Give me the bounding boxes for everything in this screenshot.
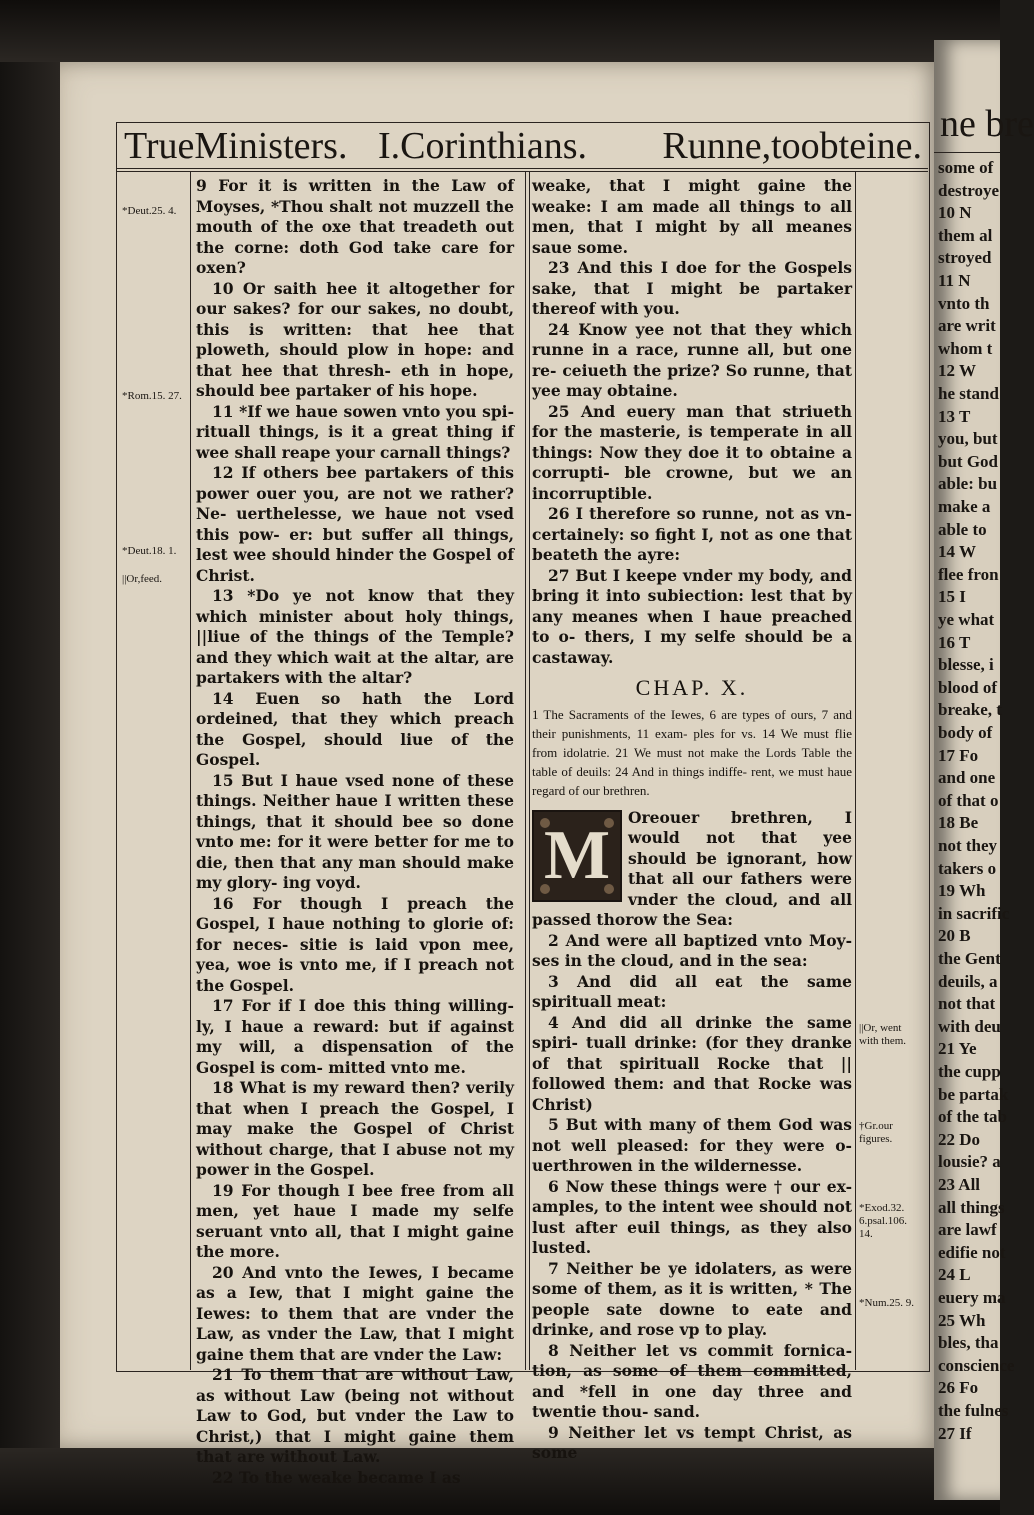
verse: 6 Now these things were † our ex- amples, to the intent wee should not lust after euil things, as they also lusted. xyxy=(532,1176,852,1257)
next-page-line: them al xyxy=(938,225,993,245)
next-page-line: able to xyxy=(938,519,987,539)
center-column-rule-double xyxy=(529,172,530,1370)
left-text-column xyxy=(196,176,514,1488)
center-column-rule xyxy=(525,172,526,1370)
next-page-line: stroyed xyxy=(938,248,992,268)
next-page-line: are writ xyxy=(938,316,996,336)
verse: 4 And did all drinke the same spiri- tuall drinke: (for they dranke of that spirituall Rocke that || followed them: and that Rocke was Christ) xyxy=(532,1012,852,1114)
scan-background-top xyxy=(0,0,1000,62)
verse: 18 What is my reward then? verily that when I preach the Gospel, I may make the Gospel of Christ without charge, that I abuse not my power in the Gospel. xyxy=(196,1078,514,1179)
verse: 17 For if I doe this thing willing- ly, I haue a reward: but if against my will, a dispensation of the Gospel is com- mitted vnto me. xyxy=(196,996,514,1077)
verse: 8 Neither let vs commit fornica- tion, as some of them committed, and *fell in one day three and twentie thou- sand. xyxy=(532,1340,852,1421)
next-page-line: 26 Fo xyxy=(938,1378,979,1398)
verse: 11 *If we haue sowen vnto you spi- rituall things, is it a great thing if wee shall reape your carnall things? xyxy=(196,401,514,462)
next-page-line: some of xyxy=(938,158,994,177)
next-page-line: 13 T xyxy=(938,406,971,426)
verse: 27 But I keepe vnder my body, and bring it into subiection: lest that by any meanes when I haue preached to o- thers, I my selfe should be a castaway. xyxy=(532,565,852,667)
next-page-line: 23 All xyxy=(938,1175,981,1194)
verse: 24 Know yee not that they which runne in a race, runne all, but one re- ceiueth the prize? So runne, that yee may obtaine. xyxy=(532,319,852,400)
chapter-body xyxy=(532,808,852,1464)
verse: 21 To them that are without Law, as without Law (being not without Law to God, but vnder the Law to Christ,) that I might gaine them that are without Law. xyxy=(196,1365,514,1466)
next-page-line: the fulnes xyxy=(938,1401,1009,1420)
next-page-line: vnto th xyxy=(938,293,990,313)
verse: 10 Or saith hee it altogether for our sakes? for our sakes, no doubt, this is written: that hee that ploweth, should plow in hope: and that hee that thresh- eth in hope, should bee partaker of his hope. xyxy=(196,278,514,400)
next-page-line: lousie? a xyxy=(938,1152,1001,1172)
verse: 12 If others bee partakers of this power ouer you, are not we rather? Ne- uerthelesse, we haue not vsed this pow- er: but suffer all things, lest wee should hinder the Gospel of Christ. xyxy=(196,463,514,585)
next-page-line: with deu xyxy=(938,1016,1001,1036)
verse: 2 And were all baptized vnto Moy- ses in the cloud, and in the sea: xyxy=(532,930,852,970)
verse: 22 To the weake became I as xyxy=(212,1467,461,1487)
verse: 3 And did all eat the same spirituall meat: xyxy=(532,971,852,1011)
header-rule-double xyxy=(116,171,928,172)
verse: Oreouer brethren, I would not that yee should be ignorant, how that all our fathers were vnder the cloud, and all passed thorow the Sea: xyxy=(532,807,852,929)
next-page-line: deuils, a xyxy=(938,971,998,991)
next-page-line: not that xyxy=(938,994,996,1014)
next-page-line: 17 Fo xyxy=(938,745,979,765)
next-page-line: of the tab xyxy=(938,1107,1007,1127)
next-page-line: ye what xyxy=(938,610,995,629)
verse: 26 I therefore so runne, not as vn- certainely: so fight I, not as one that beateth the ayre: xyxy=(532,504,852,564)
running-head xyxy=(120,120,926,168)
next-page-line: 27 If xyxy=(938,1423,972,1443)
next-page-line: bles, tha xyxy=(938,1333,999,1353)
verse: 7 Neither be ye idolaters, as were some of them, as it is written, * The people sate downe to eate and drinke, and rose vp to play. xyxy=(532,1258,852,1339)
next-page-title: ne bre xyxy=(940,103,1034,145)
next-page-line: in sacrific xyxy=(938,903,1010,923)
verse: weake, that I might gaine the weake: I am made all things to all men, that I might by all meanes saue some. xyxy=(532,176,852,257)
next-page-line: flee fron xyxy=(938,564,999,584)
next-page-line: 22 Do xyxy=(938,1129,981,1149)
running-head-right: Runne,toobteine. xyxy=(662,125,922,167)
chapter-summary: 1 The Sacraments of the Iewes, 6 are types of ours, 7 and their punishments, 11 exam- ples for vs. 14 We must flie from idolatrie. 21 We must not make the Lords Table the table of deuils: 24 And in things indiffe- rent, we must haue regard of our brethren. xyxy=(532,706,852,798)
margin-note: †Gr.our figures. xyxy=(859,1120,893,1145)
next-page-line: takers o xyxy=(938,858,997,878)
verse: 20 And vnto the Iewes, I became as a Iew, that I might gaine the Iewes: to them that are vnder the Law, as vnder the Law, that I might gaine them that are vnder the Law: xyxy=(196,1262,514,1364)
next-page-line: breake, t xyxy=(938,700,1002,720)
verse: 14 Euen so hath the Lord ordeined, that they which preach the Gospel, should liue of the Gospel. xyxy=(196,688,514,769)
next-page-line: blood of xyxy=(938,677,998,697)
next-page-line: whom t xyxy=(938,338,993,358)
verse: 9 For it is written in the Law of Moyses, *Thou shalt not muzzell the mouth of the oxe that treadeth out the corne: doth God take care for oxen? xyxy=(196,176,514,277)
next-page-line: 21 Ye xyxy=(938,1039,977,1059)
next-page-line: blesse, i xyxy=(938,655,994,675)
margin-note: *Deut.18. 1. xyxy=(122,545,177,557)
drop-cap-ornament xyxy=(532,810,622,902)
next-page-line: conscience xyxy=(938,1355,1015,1375)
next-page-line: 25 Wh xyxy=(938,1310,986,1330)
next-page-rule xyxy=(934,152,1000,153)
verse: 23 And this I doe for the Gospels sake, that I might be partaker thereof with you. xyxy=(532,258,852,318)
header-rule xyxy=(116,168,928,169)
running-head-center: I.Corinthians. xyxy=(378,125,587,167)
next-page-line: of that o xyxy=(938,790,999,810)
next-page-line: body of xyxy=(938,723,993,742)
next-page-line: 10 N xyxy=(938,203,972,223)
next-page-line: 20 B xyxy=(938,926,971,946)
next-page-line: 19 Wh xyxy=(938,881,986,901)
next-page-line: edifie not xyxy=(938,1242,1006,1262)
next-page-line: 15 I xyxy=(938,587,966,607)
right-text-column xyxy=(532,176,852,1464)
running-head-left: TrueMinisters. xyxy=(124,125,348,167)
verse: 25 And euery man that striueth for the masterie, is temperate in all things: Now they doe it to obtaine a corrupti- ble crowne, but we an incorruptible. xyxy=(532,401,852,503)
next-page-line: and one xyxy=(938,768,996,788)
next-page-line: you, but xyxy=(938,429,998,449)
chapter-heading: CHAP. X. xyxy=(635,675,749,700)
margin-note: *Rom.15. 27. xyxy=(122,390,182,402)
next-page-line: 18 Be xyxy=(938,813,979,833)
next-page-line: destroye xyxy=(938,180,1000,200)
next-page-line: be partak xyxy=(938,1084,1009,1104)
next-page-edge xyxy=(934,40,1034,1500)
next-page-line: euery ma xyxy=(938,1288,1006,1307)
next-page-line: able: bu xyxy=(938,474,998,494)
next-page-line: make a xyxy=(938,497,991,516)
next-page-line: 11 N xyxy=(938,271,971,290)
drop-cap-letter: M xyxy=(543,816,611,894)
scan-background-left xyxy=(0,0,60,1515)
margin-note: *Exod.32. 6.psal.106. 14. xyxy=(859,1202,907,1240)
verse: 5 But with many of them God was not well pleased: for they were o- uerthrowen in the wildernesse. xyxy=(532,1115,852,1175)
right-margin-rule xyxy=(855,172,856,1370)
verse: 19 For though I bee free from all men, yet haue I made my selfe seruant vnto all, that I might gaine the more. xyxy=(196,1180,514,1261)
next-page-line: the Gent xyxy=(938,949,1001,968)
next-page-line: all things xyxy=(938,1197,1005,1217)
verse: 9 Neither let vs tempt Christ, as some xyxy=(532,1422,852,1462)
verse: 16 For though I preach the Gospel, I haue nothing to glorie of: for neces- sitie is laid vpon mee, yea, woe is vnto me, if I preach not the Gospel. xyxy=(196,893,514,995)
next-page-line: are lawf xyxy=(938,1220,997,1240)
next-page-line: 12 W xyxy=(938,361,976,381)
next-page-line: the cupp xyxy=(938,1062,1001,1081)
next-page-line: 14 W xyxy=(938,542,976,562)
next-page-line: 16 T xyxy=(938,632,971,652)
next-page-line: he stand xyxy=(938,384,999,403)
next-page-line: not they xyxy=(938,836,998,855)
margin-note: ||Or, went with them. xyxy=(859,1022,907,1047)
left-margin-rule xyxy=(190,172,191,1370)
margin-note: *Num.25. 9. xyxy=(859,1297,914,1309)
margin-note: ||Or,feed. xyxy=(122,573,162,585)
verse: 13 *Do ye not know that they which minister about holy things, ||liue of the things of the Temple? and they which wait at the altar, are partakers with the altar? xyxy=(196,586,514,687)
verse: 15 But I haue vsed none of these things. Neither haue I written these things, that it should bee so done vnto me: for it were better for me to die, then that any man should make my glory- ing voyd. xyxy=(196,770,514,892)
next-page-line: but God xyxy=(938,451,998,471)
margin-note: *Deut.25. 4. xyxy=(122,205,177,217)
next-page-line: 24 L xyxy=(938,1265,971,1285)
